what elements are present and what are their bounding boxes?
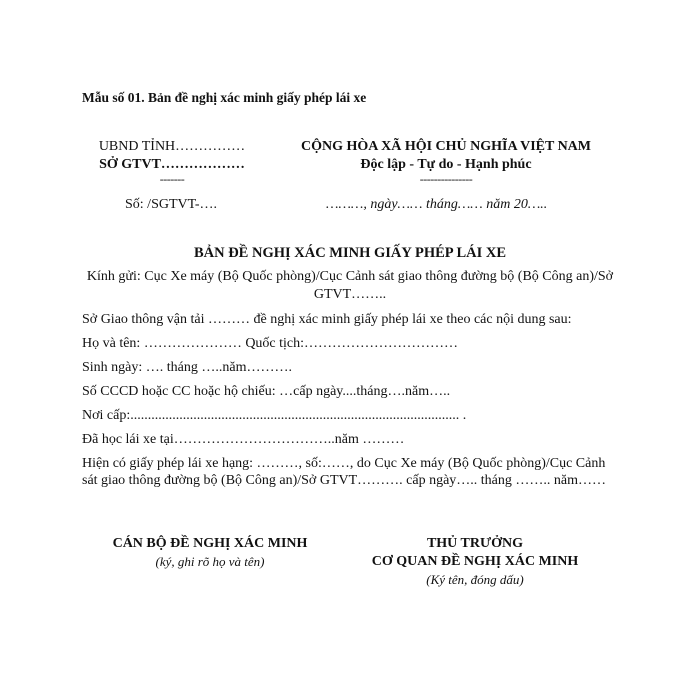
document-number: Số: /SGTVT-…. (125, 197, 218, 212)
head-title: THỦ TRƯỞNG (426, 536, 524, 551)
issuing-authority (84, 138, 260, 184)
officer-signature-note: (ký, ghi rõ họ và tên) (155, 554, 265, 569)
transport-department: SỞ GTVT……………… (99, 157, 245, 172)
id-document-line: Số CCCD hoặc CC hoặc hộ chiếu: …cấp ngày....tháng….năm….. (82, 384, 451, 399)
motto-divider: --------------- (419, 172, 473, 186)
document-title: BẢN ĐỀ NGHỊ XÁC MINH GIẤY PHÉP LÁI XE (193, 245, 507, 261)
intro-line: Sở Giao thông vận tải ……… đề nghị xác minh giấy phép lái xe theo các nội dung sau: (82, 312, 572, 327)
place-of-issue-line: Nơi cấp:.............................................................................................. . (82, 408, 467, 423)
head-signature-note: (Ký tên, đóng dấu) (426, 572, 524, 587)
date-of-birth-line: Sinh ngày: …. tháng …..năm………. (82, 360, 292, 375)
country-name: CỘNG HÒA XÃ HỘI CHỦ NGHĨA VIỆT NAM (300, 139, 591, 154)
document-date: ………, ngày…… tháng…… năm 20….. (326, 197, 548, 212)
national-motto (270, 138, 622, 184)
recipient-line: Kính gửi: Cục Xe máy (Bộ Quốc phòng)/Cục Cảnh sát giao thông đường bộ (Bộ Công an)/Sở GTVT…….. (86, 269, 614, 302)
officer-signature-block (100, 535, 320, 571)
motto: Độc lập - Tự do - Hạnh phúc (360, 157, 532, 172)
name-nationality-line: Họ và tên: ………………… Quốc tịch:…………………………… (82, 336, 459, 351)
head-signature-block (350, 535, 600, 589)
current-license-line: Hiện có giấy phép lái xe hạng: ………, số:……, do Cục Xe máy (Bộ Quốc phòng)/Cục Cảnh sát giao thông đường bộ (Bộ Công an)/Sở GTVT………. cấp ngày….. tháng …….. năm…… (82, 456, 607, 488)
agency-title: CƠ QUAN ĐỀ NGHỊ XÁC MINH (371, 554, 579, 569)
form-code: Mẫu số 01. Bản đề nghị xác minh giấy phép lái xe (82, 90, 367, 105)
officer-title: CÁN BỘ ĐỀ NGHỊ XÁC MINH (112, 536, 308, 551)
authority-divider: ------- (159, 172, 185, 186)
province-committee: UBND TỈNH…………… (98, 139, 246, 154)
driving-school-line: Đã học lái xe tại……………………………..năm ……… (82, 432, 405, 447)
